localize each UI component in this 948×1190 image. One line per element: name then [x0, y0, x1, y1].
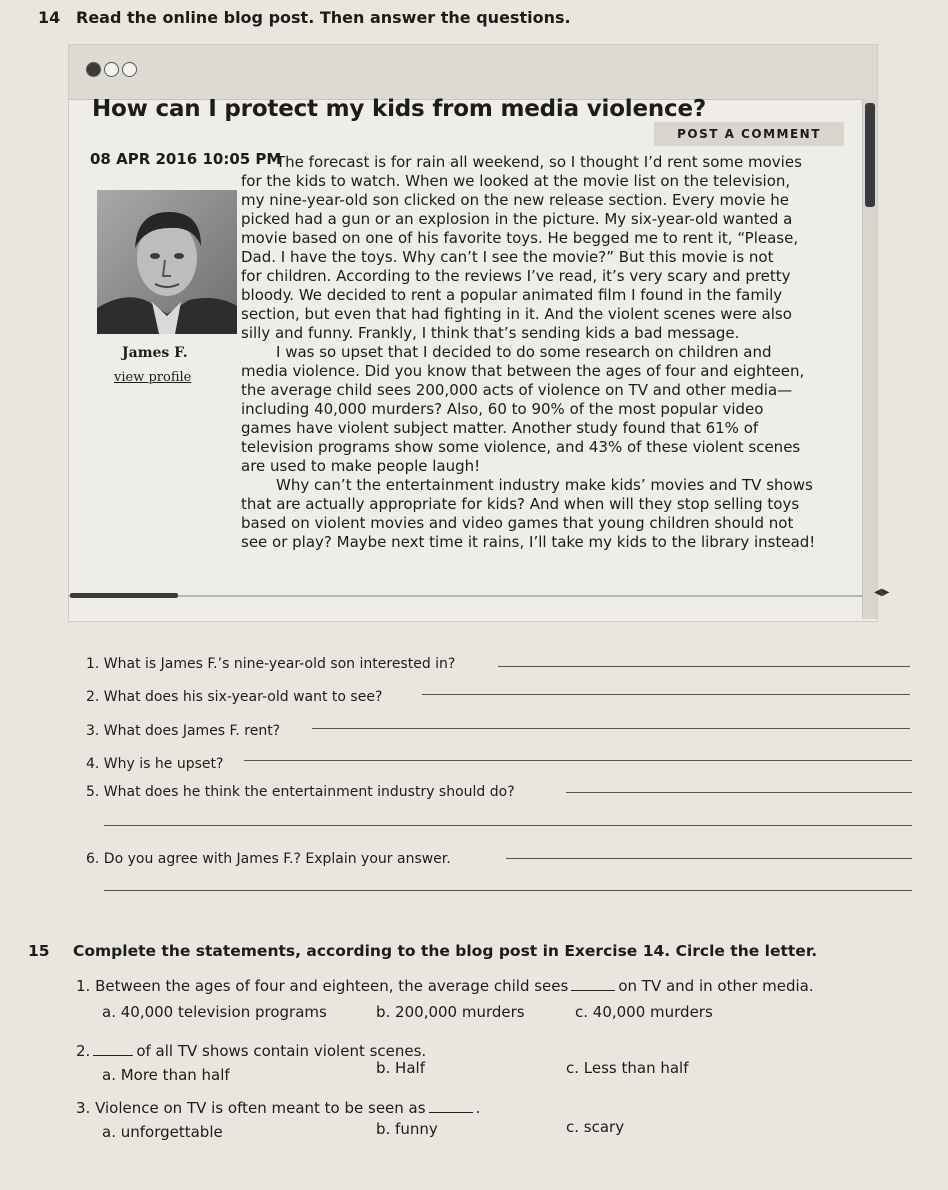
statement-2	[76, 1042, 426, 1060]
blog-line: media violence. Did you know that between the ages of four and eighteen,	[241, 362, 805, 380]
option[interactable]: c. scary	[566, 1118, 625, 1136]
blog-line: television programs show some violence, and 43% of these violent scenes	[241, 438, 801, 456]
answer-line[interactable]	[506, 858, 912, 859]
blog-line: the average child sees 200,000 acts of violence on TV and other media—	[241, 381, 793, 399]
close-window-icon[interactable]	[86, 62, 101, 77]
blank[interactable]	[571, 990, 615, 991]
option[interactable]: c. Less than half	[566, 1059, 689, 1077]
option[interactable]: a. More than half	[102, 1066, 230, 1084]
question: 2. What does his six-year-old want to see?	[86, 689, 383, 705]
blog-line: are used to make people laugh!	[241, 457, 481, 475]
question: 5. What does he think the entertainment industry should do?	[86, 784, 515, 800]
blog-line: based on violent movies and video games that young children should not	[241, 514, 794, 532]
blank[interactable]	[429, 1112, 473, 1113]
blog-line: for children. According to the reviews I’ve read, it’s very scary and pretty	[241, 267, 791, 285]
blog-line: I was so upset that I decided to do some research on children and	[276, 343, 772, 361]
horizontal-scroll-thumb[interactable]	[70, 593, 178, 598]
blog-line: see or play? Maybe next time it rains, I’ll take my kids to the library instead!	[241, 533, 816, 551]
exercise-14-heading	[38, 8, 571, 27]
statement-text: .	[475, 1099, 481, 1117]
answer-line[interactable]	[498, 666, 910, 667]
blog-line: bloody. We decided to rent a popular animated film I found in the family	[241, 286, 783, 304]
question: 1. What is James F.’s nine-year-old son interested in?	[86, 656, 456, 672]
answer-line[interactable]	[422, 694, 910, 695]
answer-line[interactable]	[104, 825, 912, 826]
statement-text: on TV and in other media.	[618, 977, 814, 995]
option[interactable]: b. Half	[376, 1059, 425, 1077]
blog-line: including 40,000 murders? Also, 60 to 90% of the most popular video	[241, 400, 764, 418]
post-date: 08 APR 2016 10:05 PM	[90, 150, 282, 168]
answer-line[interactable]	[312, 728, 910, 729]
option[interactable]: c. 40,000 murders	[575, 1003, 713, 1021]
blog-line: The forecast is for rain all weekend, so I thought I’d rent some movies	[276, 153, 802, 171]
maximize-window-icon[interactable]	[122, 62, 137, 77]
answer-line[interactable]	[104, 890, 912, 891]
view-profile-link[interactable]: view profile	[114, 370, 192, 385]
exercise-instruction: Complete the statements, according to the blog post in Exercise 14. Circle the letter.	[73, 942, 818, 960]
blog-line: movie based on one of his favorite toys. He begged me to rent it, “Please,	[241, 229, 799, 247]
question: 4. Why is he upset?	[86, 756, 224, 772]
blog-line: section, but even that had fighting in it. And the violent scenes were also	[241, 305, 792, 323]
author-portrait-icon	[97, 190, 237, 334]
statement-text: of all TV shows contain violent scenes.	[136, 1042, 427, 1060]
blank[interactable]	[93, 1055, 133, 1056]
scroll-track	[68, 595, 863, 597]
blog-line: picked had a gun or an explosion in the picture. My six-year-old wanted a	[241, 210, 793, 228]
author-name: James F.	[122, 345, 188, 361]
exercise-number: 15	[28, 942, 50, 960]
answer-line[interactable]	[244, 760, 912, 761]
question: 3. What does James F. rent?	[86, 723, 281, 739]
blog-line: Dad. I have the toys. Why can’t I see the movie?” But this movie is not	[241, 248, 774, 266]
statement-text: 2.	[76, 1042, 91, 1060]
statement-text: 1. Between the ages of four and eighteen, the average child sees	[76, 977, 569, 995]
exercise-15-heading	[28, 942, 817, 960]
statement-3	[76, 1099, 480, 1117]
horizontal-scrollbar[interactable]	[68, 587, 890, 603]
post-comment-button[interactable]: POST A COMMENT	[654, 122, 844, 146]
blog-post-title: How can I protect my kids from media violence?	[92, 96, 707, 122]
blog-line: silly and funny. Frankly, I think that’s sending kids a bad message.	[241, 324, 740, 342]
blog-line: for the kids to watch. When we looked at the movie list on the television,	[241, 172, 791, 190]
blog-line: games have violent subject matter. Another study found that 61% of	[241, 419, 759, 437]
answer-line[interactable]	[566, 792, 912, 793]
option[interactable]: a. unforgettable	[102, 1123, 223, 1141]
window-titlebar	[69, 45, 877, 100]
exercise-instruction: Read the online blog post. Then answer the questions.	[76, 8, 571, 27]
blog-line: that are actually appropriate for kids? And when will they stop selling toys	[241, 495, 800, 513]
scroll-arrows-icon[interactable]: ◀▶	[874, 587, 890, 598]
blog-line: Why can’t the entertainment industry make kids’ movies and TV shows	[276, 476, 813, 494]
exercise-number: 14	[38, 8, 61, 27]
option[interactable]: b. funny	[376, 1120, 438, 1138]
author-photo	[97, 190, 237, 334]
option[interactable]: a. 40,000 television programs	[102, 1003, 327, 1021]
question: 6. Do you agree with James F.? Explain your answer.	[86, 851, 451, 867]
minimize-window-icon[interactable]	[104, 62, 119, 77]
statement-text: 3. Violence on TV is often meant to be seen as	[76, 1099, 426, 1117]
statement-1	[76, 977, 814, 995]
vertical-scroll-thumb[interactable]	[865, 103, 875, 207]
vertical-scrollbar[interactable]	[862, 99, 877, 619]
option[interactable]: b. 200,000 murders	[376, 1003, 525, 1021]
blog-line: my nine-year-old son clicked on the new release section. Every movie he	[241, 191, 790, 209]
